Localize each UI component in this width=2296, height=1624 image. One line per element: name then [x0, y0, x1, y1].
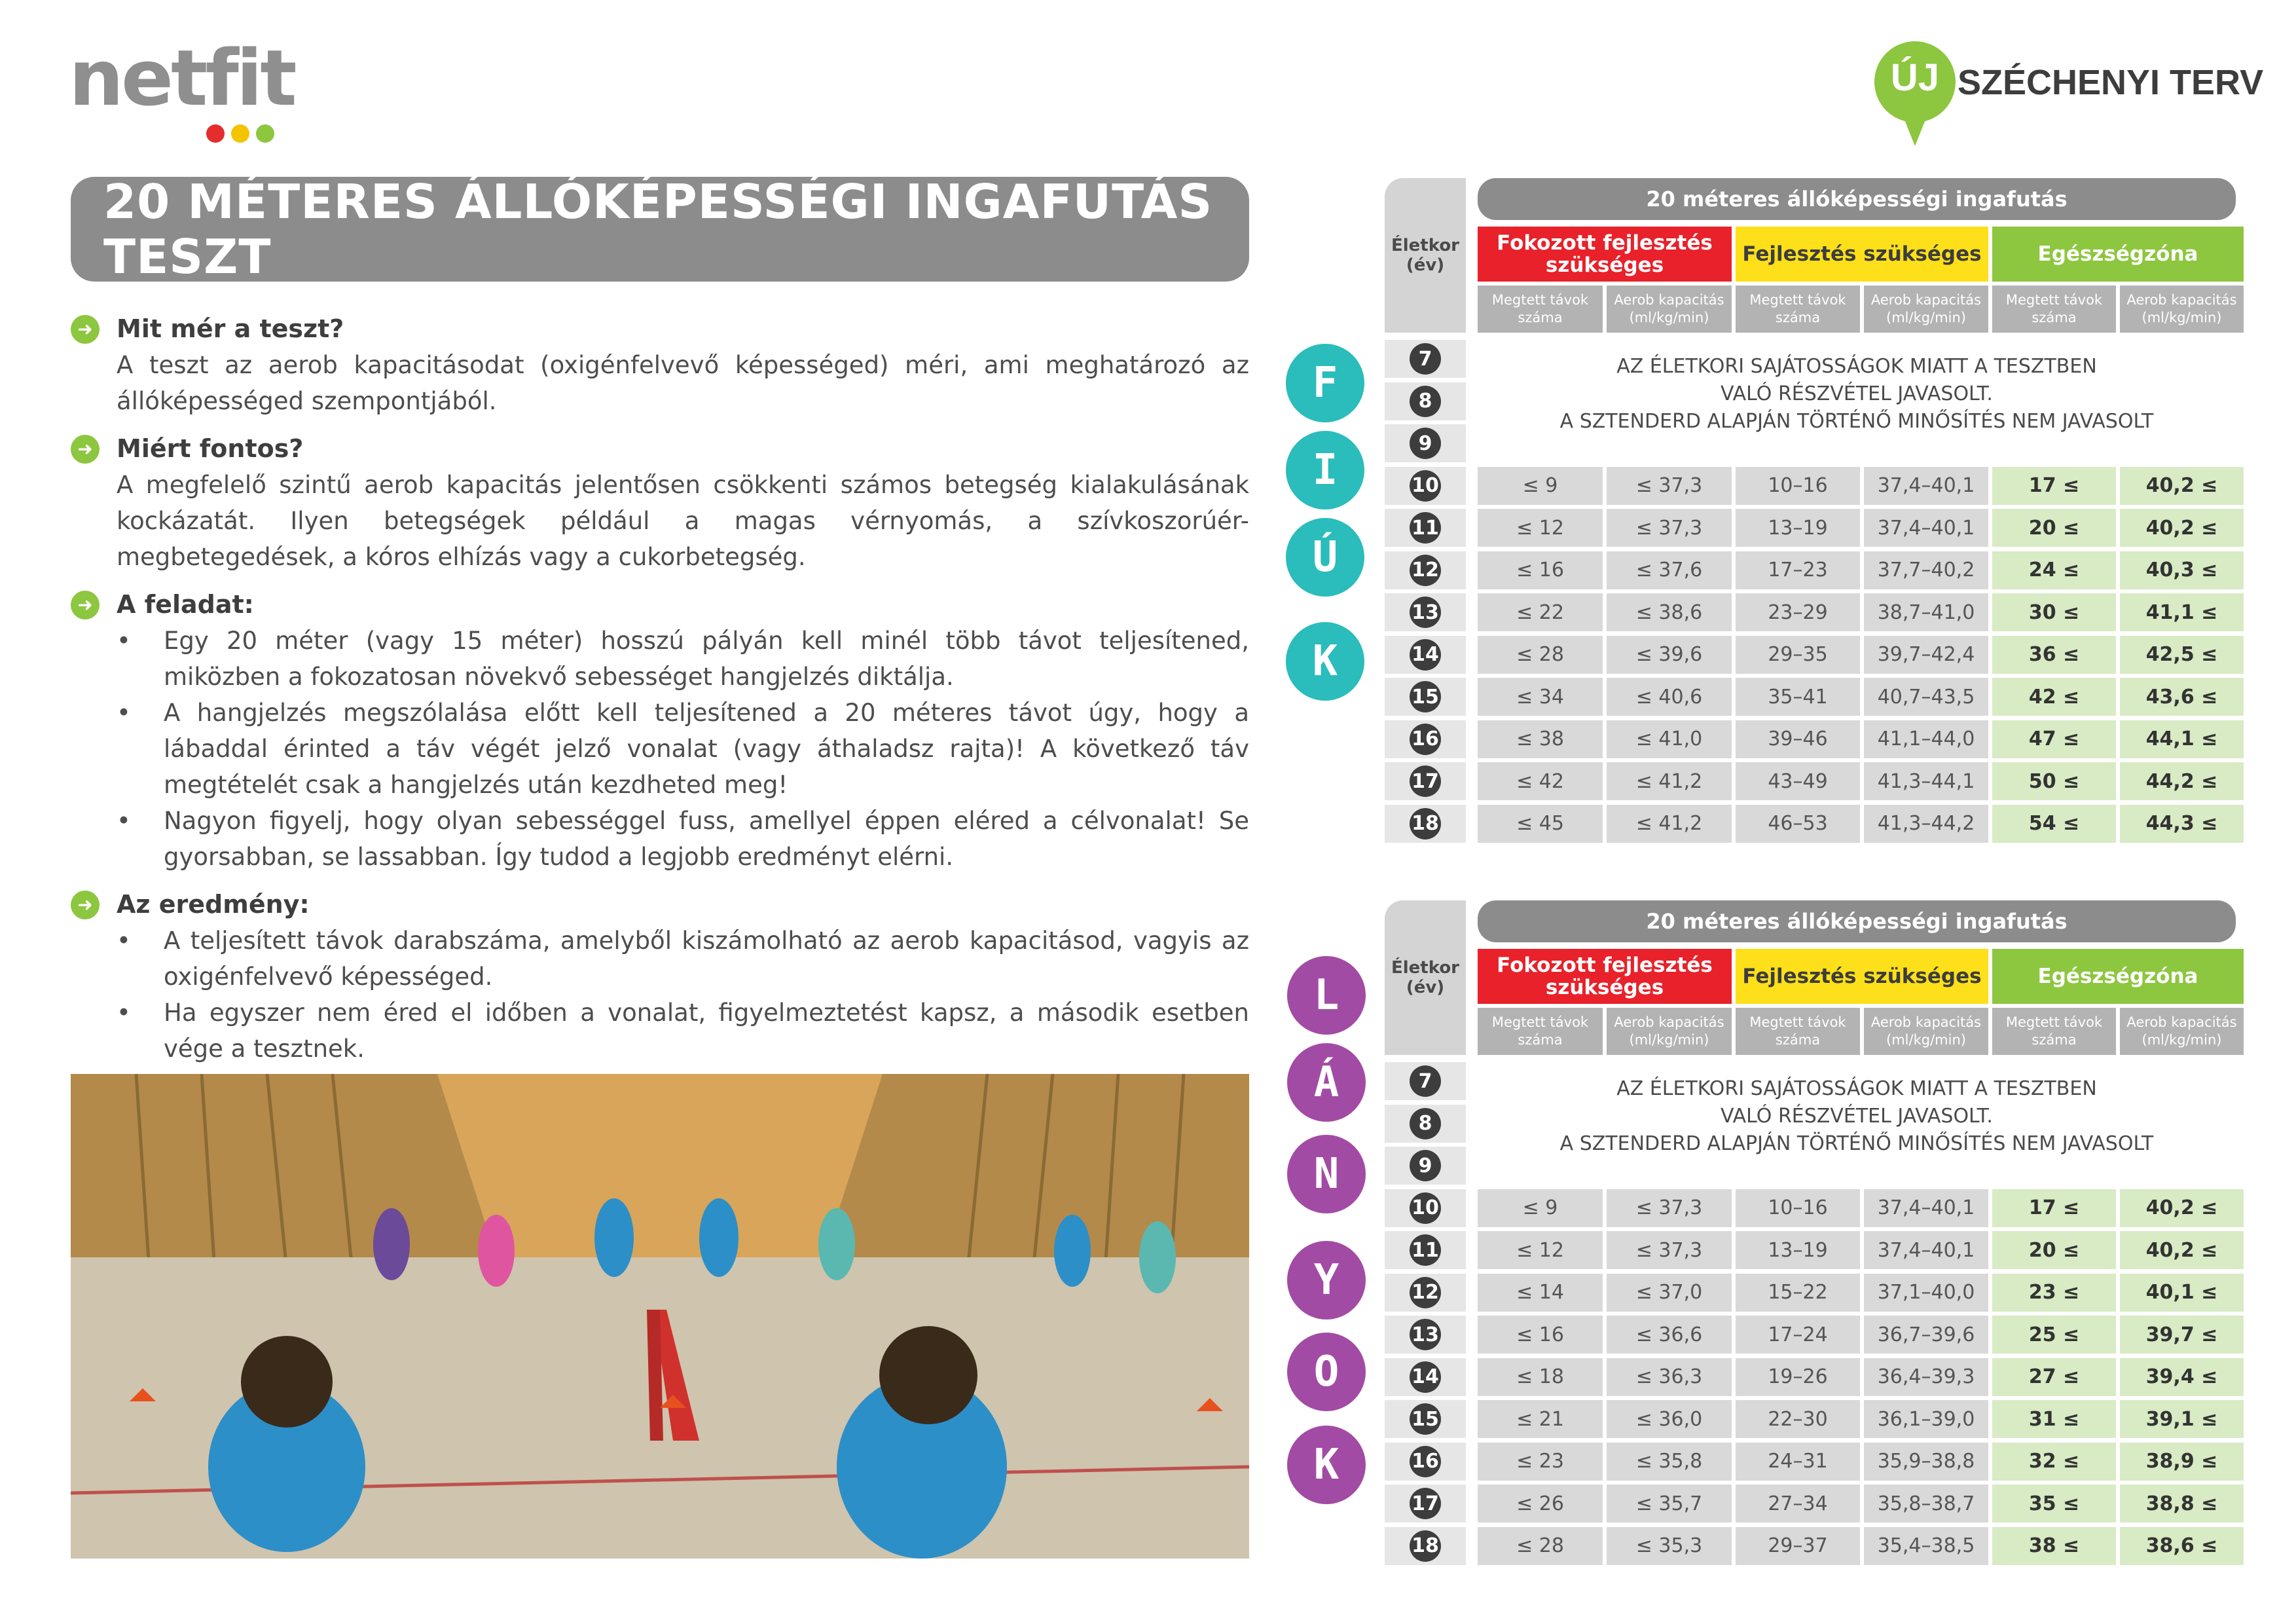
table-cell: ≤ 28	[1478, 636, 1603, 674]
age-number: 8	[1410, 386, 1441, 417]
table-cell: 38,6 ≤	[2120, 1527, 2244, 1565]
age-number: 7	[1410, 343, 1441, 375]
table-cell: ≤ 41,2	[1607, 762, 1732, 800]
table-cell: ≤ 37,3	[1607, 1231, 1732, 1269]
section-text: A megfelelő szintű aerob kapacitás jelentősen csökkenti számos betegség kialakulásának kockázatát. Ilyen betegségek például a magas vérnyomás, a szívkoszorúér-megbetegedések, a kóros elhízás vagy a cukorbetegség.	[117, 471, 1249, 571]
table-cell: 13–19	[1736, 509, 1860, 547]
table-cell: 43,6 ≤	[2120, 678, 2244, 716]
subheader-distance: Megtett távok száma	[1736, 1008, 1860, 1055]
table-cell: 35,4–38,5	[1864, 1527, 1988, 1565]
table-cell: 10–16	[1736, 467, 1860, 505]
table-cell: 41,3–44,1	[1864, 762, 1988, 800]
table-cell: 39,4 ≤	[2120, 1358, 2244, 1396]
age-number: 10	[1410, 470, 1441, 502]
heading-text: Az eredmény:	[117, 890, 310, 919]
subheader-distance: Megtett távok száma	[1736, 286, 1860, 333]
table-cell: 42 ≤	[1992, 678, 2116, 716]
age-cell	[1385, 1485, 1466, 1522]
table-cell: ≤ 40,6	[1607, 678, 1732, 716]
table-cell: 23 ≤	[1992, 1274, 2116, 1312]
table-cell: 41,3–44,2	[1864, 805, 1988, 843]
table-cell: 36,7–39,6	[1864, 1316, 1988, 1354]
age-cell	[1385, 1527, 1466, 1565]
age-number: 18	[1410, 1530, 1441, 1562]
arrow-bullet-icon: ➜	[71, 435, 100, 464]
boys-letter-k: K	[1286, 622, 1364, 701]
section-heading	[71, 311, 1249, 347]
category-yellow: Fejlesztés szükséges	[1736, 949, 1988, 1004]
subheader-aerob: Aerob kapacitás (ml/kg/min)	[1864, 1008, 1988, 1055]
table-cell: 38 ≤	[1992, 1527, 2116, 1565]
category-green: Egészségzóna	[1992, 949, 2244, 1004]
arrow-bullet-icon: ➜	[71, 591, 100, 619]
table-cell: ≤ 41,0	[1607, 720, 1732, 758]
category-red: Fokozott fejlesztés szükséges	[1478, 227, 1732, 282]
age-cell	[1385, 1231, 1466, 1269]
age-number: 12	[1410, 1277, 1441, 1308]
age-cell	[1385, 1443, 1466, 1481]
section-text: A teszt az aerob kapacitásodat (oxigénfelvevő képességed) méri, ami meghatározó az állóképességed szempontjából.	[117, 351, 1249, 415]
age-number: 15	[1410, 681, 1441, 712]
age-number: 13	[1410, 597, 1441, 628]
table-cell: 41,1 ≤	[2120, 593, 2244, 631]
age-number: 18	[1410, 808, 1441, 840]
table-cell: 24 ≤	[1992, 551, 2116, 589]
table-cell: 22–30	[1736, 1400, 1860, 1438]
table-cell: 23–29	[1736, 593, 1860, 631]
girls-letter-n: N	[1287, 1135, 1366, 1213]
note-line: AZ ÉLETKORI SAJÁTOSSÁGOK MIATT A TESZTBEN	[1616, 1077, 2097, 1100]
page-title-bar	[71, 174, 1249, 284]
arrow-bullet-icon: ➜	[71, 891, 100, 919]
age-number: 7	[1410, 1065, 1441, 1097]
age-note	[1478, 1075, 2236, 1158]
description-column	[71, 311, 1249, 1079]
table-cell: 40,2 ≤	[2120, 1189, 2244, 1227]
table-cell: 42,5 ≤	[2120, 636, 2244, 674]
table-cell: ≤ 37,3	[1607, 1189, 1732, 1227]
table-cell: 10–16	[1736, 1189, 1860, 1227]
table-cell: ≤ 22	[1478, 593, 1603, 631]
heading-text: Mit mér a teszt?	[117, 314, 344, 343]
girls-letter-y: Y	[1287, 1241, 1366, 1320]
girls-letter-o: O	[1287, 1333, 1366, 1411]
note-line: AZ ÉLETKORI SAJÁTOSSÁGOK MIATT A TESZTBEN	[1616, 355, 2097, 378]
table-cell: 46–53	[1736, 805, 1860, 843]
age-number: 16	[1410, 1446, 1441, 1477]
gym-photo	[71, 1074, 1249, 1559]
table-cell: 50 ≤	[1992, 762, 2116, 800]
heading-text: A feladat:	[117, 590, 254, 619]
table-cell: 40,1 ≤	[2120, 1274, 2244, 1312]
list-item: • Nagyon figyelj, hogy olyan sebességgel fuss, amellyel éppen eléred a célvonalat! Se gyorsabban, se lassabban. Így tudod a legjobb eredményt elérni.	[71, 803, 1249, 875]
table-cell: 17 ≤	[1992, 467, 2116, 505]
table-cell: ≤ 37,3	[1607, 509, 1732, 547]
age-cell	[1385, 593, 1466, 631]
table-cell: ≤ 21	[1478, 1400, 1603, 1438]
table-cell: 17 ≤	[1992, 1189, 2116, 1227]
age-cell	[1385, 636, 1466, 674]
age-number: 9	[1410, 1150, 1441, 1181]
category-red: Fokozott fejlesztés szükséges	[1478, 949, 1732, 1004]
netfit-wordmark: netfit	[69, 33, 295, 123]
table-cell: 36,4–39,3	[1864, 1358, 1988, 1396]
section-result	[71, 887, 1249, 1067]
subheader-distance: Megtett távok száma	[1478, 1008, 1603, 1055]
age-note	[1478, 353, 2236, 435]
table-cell: ≤ 36,6	[1607, 1316, 1732, 1354]
section-what	[71, 311, 1249, 419]
table-cell: 37,4–40,1	[1864, 467, 1988, 505]
age-cell	[1385, 1274, 1466, 1312]
age-number: 10	[1410, 1192, 1441, 1224]
table-cell: 39,1 ≤	[2120, 1400, 2244, 1438]
table-cell: 44,1 ≤	[2120, 720, 2244, 758]
table-cell: 31 ≤	[1992, 1400, 2116, 1438]
table-cell: 40,2 ≤	[2120, 509, 2244, 547]
boys-letter-u: Ú	[1286, 518, 1364, 597]
age-cell	[1385, 467, 1466, 505]
table-cell: 54 ≤	[1992, 805, 2116, 843]
table-cell: 37,7–40,2	[1864, 551, 1988, 589]
table-cell: 38,9 ≤	[2120, 1443, 2244, 1481]
table-cell: ≤ 42	[1478, 762, 1603, 800]
age-header: Életkor (év)	[1385, 178, 1466, 333]
section-heading	[71, 887, 1249, 923]
yellow-dot	[231, 124, 249, 143]
age-number: 14	[1410, 1361, 1441, 1393]
subheader-distance: Megtett távok száma	[1478, 286, 1603, 333]
girls-standards-table	[1385, 900, 2244, 1568]
age-cell	[1385, 762, 1466, 800]
age-cell	[1385, 340, 1466, 378]
table-cell: 36 ≤	[1992, 636, 2116, 674]
table-cell: ≤ 37,3	[1607, 467, 1732, 505]
red-dot	[206, 124, 225, 143]
table-cell: ≤ 23	[1478, 1443, 1603, 1481]
table-cell: ≤ 37,0	[1607, 1274, 1732, 1312]
age-number: 17	[1410, 1488, 1441, 1519]
subheader-distance: Megtett távok száma	[1992, 1008, 2116, 1055]
szechenyi-text: SZÉCHENYI TERV	[1958, 63, 2264, 102]
girls-letter-a: Á	[1287, 1043, 1366, 1122]
age-cell	[1385, 720, 1466, 758]
note-line: A SZTENDERD ALAPJÁN TÖRTÉNŐ MINŐSÍTÉS NEM JAVASOLT	[1559, 410, 2154, 433]
age-cell	[1385, 1316, 1466, 1354]
age-cell	[1385, 1358, 1466, 1396]
age-cell	[1385, 678, 1466, 716]
table-cell: ≤ 16	[1478, 1316, 1603, 1354]
table-cell: 44,3 ≤	[2120, 805, 2244, 843]
age-cell	[1385, 382, 1466, 420]
table-title: 20 méteres állóképességi ingafutás	[1478, 900, 2236, 942]
age-cell	[1385, 1400, 1466, 1438]
table-cell: ≤ 16	[1478, 551, 1603, 589]
subheader-aerob: Aerob kapacitás (ml/kg/min)	[1607, 1008, 1732, 1055]
table-cell: 40,3 ≤	[2120, 551, 2244, 589]
category-yellow: Fejlesztés szükséges	[1736, 227, 1988, 282]
table-cell: ≤ 9	[1478, 1189, 1603, 1227]
table-cell: ≤ 14	[1478, 1274, 1603, 1312]
table-cell: ≤ 34	[1478, 678, 1603, 716]
table-cell: ≤ 36,0	[1607, 1400, 1732, 1438]
table-cell: ≤ 38	[1478, 720, 1603, 758]
table-cell: ≤ 35,7	[1607, 1485, 1732, 1522]
list-item: • Egy 20 méter (vagy 15 méter) hosszú pályán kell minél több távot teljesítened, miközben a fokozatosan növekvő sebességet hangjelzés diktálja.	[71, 623, 1249, 695]
heading-text: Miért fontos?	[117, 434, 304, 463]
list-item: • A teljesített távok darabszáma, amelyből kiszámolható az aerob kapacitásod, vagyis az oxigénfelvevő képességed.	[71, 923, 1249, 995]
age-number: 9	[1410, 428, 1441, 459]
table-cell: 17–24	[1736, 1316, 1860, 1354]
table-cell: 27–34	[1736, 1485, 1860, 1522]
section-why	[71, 431, 1249, 575]
table-cell: 36,1–39,0	[1864, 1400, 1988, 1438]
table-cell: 24–31	[1736, 1443, 1860, 1481]
table-cell: ≤ 12	[1478, 509, 1603, 547]
table-cell: 43–49	[1736, 762, 1860, 800]
table-cell: 37,4–40,1	[1864, 1231, 1988, 1269]
age-cell	[1385, 509, 1466, 547]
table-cell: 38,7–41,0	[1864, 593, 1988, 631]
section-heading	[71, 587, 1249, 623]
table-cell: 19–26	[1736, 1358, 1860, 1396]
age-number: 16	[1410, 724, 1441, 755]
table-cell: 35,8–38,7	[1864, 1485, 1988, 1522]
table-cell: 17–23	[1736, 551, 1860, 589]
table-cell: 39–46	[1736, 720, 1860, 758]
table-cell: 38,8 ≤	[2120, 1485, 2244, 1522]
table-cell: ≤ 18	[1478, 1358, 1603, 1396]
table-cell: 27 ≤	[1992, 1358, 2116, 1396]
table-cell: ≤ 41,2	[1607, 805, 1732, 843]
section-heading	[71, 431, 1249, 467]
girls-letter-l: L	[1287, 956, 1366, 1035]
table-cell: ≤ 45	[1478, 805, 1603, 843]
table-cell: 37,4–40,1	[1864, 509, 1988, 547]
table-cell: ≤ 35,8	[1607, 1443, 1732, 1481]
age-number: 12	[1410, 555, 1441, 586]
list-item: • Ha egyszer nem éred el időben a vonalat, figyelmeztetést kapsz, a második esetben vége a tesztnek.	[71, 995, 1249, 1067]
age-number: 13	[1410, 1319, 1441, 1350]
table-cell: 37,4–40,1	[1864, 1189, 1988, 1227]
age-cell	[1385, 551, 1466, 589]
table-cell: ≤ 35,3	[1607, 1527, 1732, 1565]
subheader-distance: Megtett távok száma	[1992, 286, 2116, 333]
green-dot	[256, 124, 274, 143]
table-cell: 20 ≤	[1992, 1231, 2116, 1269]
table-cell: ≤ 36,3	[1607, 1358, 1732, 1396]
age-header: Életkor (év)	[1385, 900, 1466, 1055]
table-cell: 39,7–42,4	[1864, 636, 1988, 674]
table-cell: 40,2 ≤	[2120, 1231, 2244, 1269]
netfit-logo	[69, 33, 295, 151]
table-cell: 37,1–40,0	[1864, 1274, 1988, 1312]
note-line: VALÓ RÉSZVÉTEL JAVASOLT.	[1721, 1105, 1993, 1128]
table-cell: ≤ 28	[1478, 1527, 1603, 1565]
category-green: Egészségzóna	[1992, 227, 2244, 282]
table-cell: ≤ 37,6	[1607, 551, 1732, 589]
table-title: 20 méteres állóképességi ingafutás	[1478, 178, 2236, 220]
task-list	[71, 623, 1249, 875]
table-cell: ≤ 12	[1478, 1231, 1603, 1269]
table-cell: 47 ≤	[1992, 720, 2116, 758]
table-cell: 41,1–44,0	[1864, 720, 1988, 758]
age-number: 11	[1410, 1234, 1441, 1266]
age-cell	[1385, 1189, 1466, 1227]
result-list	[71, 923, 1249, 1067]
list-item: • A hangjelzés megszólalása előtt kell teljesítened a 20 méteres távot úgy, hogy a lábaddal érinted a táv végét jelző vonalat (vagy áthaladsz rajta)! A következő táv megtételét csak a hangjelzés után kezdheted meg!	[71, 695, 1249, 803]
boys-letter-f: F	[1286, 344, 1364, 422]
subheader-aerob: Aerob kapacitás (ml/kg/min)	[2120, 286, 2244, 333]
age-cell	[1385, 1147, 1466, 1185]
table-cell: ≤ 38,6	[1607, 593, 1732, 631]
note-line: VALÓ RÉSZVÉTEL JAVASOLT.	[1721, 382, 1993, 405]
table-cell: 32 ≤	[1992, 1443, 2116, 1481]
subheader-aerob: Aerob kapacitás (ml/kg/min)	[1607, 286, 1732, 333]
age-cell	[1385, 424, 1466, 462]
table-cell: 25 ≤	[1992, 1316, 2116, 1354]
arrow-bullet-icon: ➜	[71, 315, 100, 344]
table-cell: ≤ 26	[1478, 1485, 1603, 1522]
table-cell: 13–19	[1736, 1231, 1860, 1269]
page-title: 20 MÉTERES ÁLLÓKÉPESSÉGI INGAFUTÁS TESZT	[103, 174, 1213, 284]
boys-letter-i: I	[1286, 431, 1364, 509]
age-cell	[1385, 1105, 1466, 1143]
boys-standards-table	[1385, 178, 2244, 846]
szechenyi-badge: ÚJ	[1890, 56, 1940, 99]
girls-letter-k: K	[1287, 1426, 1366, 1504]
table-cell: 35–41	[1736, 678, 1860, 716]
age-number: 17	[1410, 766, 1441, 797]
table-cell: 29–37	[1736, 1527, 1860, 1565]
age-number: 8	[1410, 1108, 1441, 1139]
table-cell: 15–22	[1736, 1274, 1860, 1312]
table-cell: 40,7–43,5	[1864, 678, 1988, 716]
table-cell: 39,7 ≤	[2120, 1316, 2244, 1354]
table-cell: 20 ≤	[1992, 509, 2116, 547]
table-cell: ≤ 39,6	[1607, 636, 1732, 674]
table-cell: 40,2 ≤	[2120, 467, 2244, 505]
age-number: 14	[1410, 639, 1441, 671]
table-cell: 29–35	[1736, 636, 1860, 674]
table-cell: ≤ 9	[1478, 467, 1603, 505]
age-number: 15	[1410, 1403, 1441, 1435]
table-cell: 44,2 ≤	[2120, 762, 2244, 800]
age-cell	[1385, 805, 1466, 843]
subheader-aerob: Aerob kapacitás (ml/kg/min)	[2120, 1008, 2244, 1055]
age-cell	[1385, 1062, 1466, 1100]
table-cell: 35 ≤	[1992, 1485, 2116, 1522]
szechenyi-terv-logo	[1869, 36, 2264, 154]
note-line: A SZTENDERD ALAPJÁN TÖRTÉNŐ MINŐSÍTÉS NEM JAVASOLT	[1559, 1132, 2154, 1155]
table-cell: 35,9–38,8	[1864, 1443, 1988, 1481]
age-number: 11	[1410, 512, 1441, 544]
section-task	[71, 587, 1249, 875]
table-cell: 30 ≤	[1992, 593, 2116, 631]
subheader-aerob: Aerob kapacitás (ml/kg/min)	[1864, 286, 1988, 333]
